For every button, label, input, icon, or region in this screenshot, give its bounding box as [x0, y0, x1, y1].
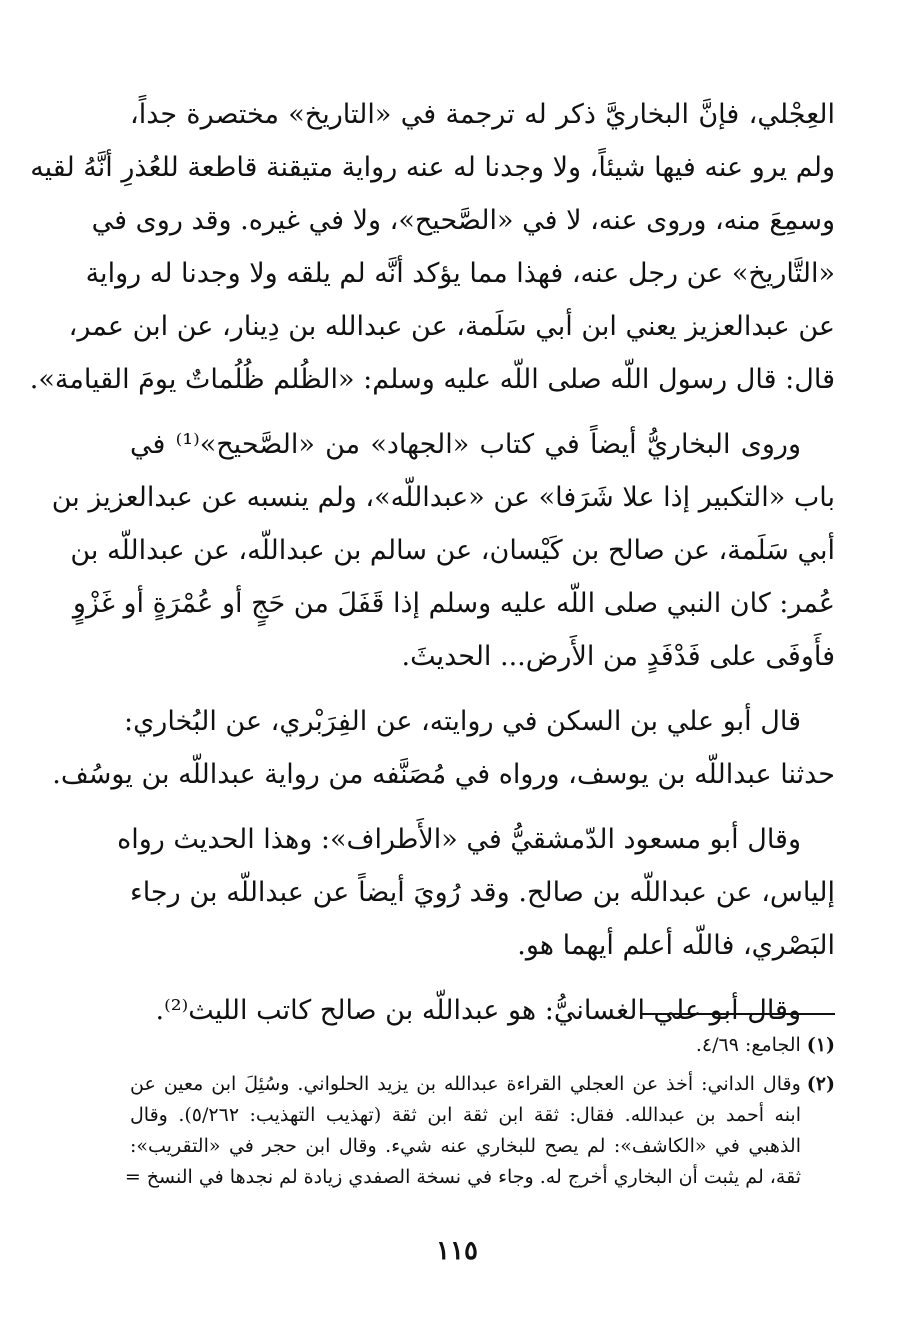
- footnote-line: الذهبي في «الكاشف»: لم يصح للبخاري عنه شيء. وقال ابن حجر في «التقريب»:: [130, 1135, 801, 1157]
- footnote-marker: (١): [806, 1034, 835, 1056]
- text-line: عن عبدالعزيز يعني ابن أبي سَلَمة، عن عبدالله بن دِينار، عن ابن عمر،: [68, 311, 835, 342]
- text-line: البَصْري، فاللّه أعلم أيهما هو.: [517, 930, 835, 961]
- text-line: باب «التكبير إذا علا شَرَفا» عن «عبداللّه»، ولم ينسبه عن عبدالعزيز بن: [51, 482, 835, 513]
- text-line: وروى البخاريُّ أيضاً في كتاب «الجهاد» من «الصَّحيح»⁽¹⁾ في: [130, 429, 802, 460]
- footnote-text: الجامع: ٤/٦٩.: [695, 1034, 801, 1056]
- text-line: إلياس، عن عبداللّه بن صالح. وقد رُويَ أيضاً عن عبداللّه بن رجاء: [130, 877, 835, 908]
- footnote-text: وقال الداني: أخذ عن العجلي القراءة عبدالله بن يزيد الحلواني. وسُئِلَ ابن معين عن: [130, 1073, 801, 1095]
- footnote-line: ابنه أحمد بن عبدالله. فقال: ثقة ابن ثقة ابن ثقة (تهذيب التهذيب: ٥/٢٦٢). وقال: [130, 1104, 801, 1126]
- footnote-marker: (٢): [806, 1073, 835, 1095]
- footnotes: [124, 1030, 835, 1201]
- footnote-1: [130, 1030, 835, 1061]
- paragraph-3: [52, 695, 835, 801]
- text-line: قال أبو علي بن السكن في روايته، عن الفِرَبْري، عن البُخاري:: [124, 706, 801, 737]
- paragraph-1: [29, 88, 835, 406]
- text-line: ولم يرو عنه فيها شيئاً، ولا وجدنا له عنه رواية متيقنة قاطعة للعُذرِ أنَّهُ لقيه: [30, 152, 835, 183]
- paragraph-4: [117, 813, 835, 972]
- main-text: [29, 88, 835, 1049]
- text-line: قال: قال رسول اللّه صلى اللّه عليه وسلم: «الظُلم ظُلُماتٌ يومَ القيامة».: [29, 364, 835, 395]
- text-line: أبي سَلَمة، عن صالح بن كَيْسان، عن سالم بن عبداللّه، عن عبداللّه بن: [70, 535, 835, 566]
- footnote-line: ثقة، لم يثبت أن البخاري أخرج له. وجاء في نسخة الصفدي زيادة لم نجدها في النسخ =: [124, 1166, 801, 1188]
- page-number: ١١٥: [436, 1236, 478, 1266]
- text-line: فأَوفَى على فَدْفَدٍ من الأَرض... الحديثَ.: [401, 641, 835, 672]
- text-line: وسمِعَ منه، وروى عنه، لا في «الصَّحيح»، ولا في غيره. وقد روى في: [91, 205, 835, 236]
- footnote-separator: [640, 1013, 835, 1015]
- text-line: العِجْلي، فإنَّ البخاريَّ ذكر له ترجمة في «التاريخ» مختصرة جداً،: [130, 99, 835, 130]
- footnote-2: [124, 1069, 835, 1193]
- text-line: وقال أبو علي الغسانيُّ: هو عبداللّه بن صالح كاتب الليث⁽²⁾.: [155, 995, 801, 1026]
- footnote-line: [130, 1030, 835, 1061]
- text-line: وقال أبو مسعود الدّمشقيُّ في «الأَطراف»: وهذا الحديث رواه: [117, 824, 801, 855]
- footnote-line: [130, 1069, 835, 1100]
- text-line: حدثنا عبداللّه بن يوسف، ورواه في مُصَنَّفه من رواية عبداللّه بن يوسُف.: [52, 759, 835, 790]
- text-line: «التَّاريخ» عن رجل عنه، فهذا مما يؤكد أنَّه لم يلقه ولا وجدنا له رواية: [85, 258, 835, 289]
- text-line: عُمر: كان النبي صلى اللّه عليه وسلم إذا قَفَلَ من حَجٍ أو عُمْرَةٍ أو غَزْوٍ: [72, 588, 835, 619]
- paragraph-2: [51, 418, 835, 683]
